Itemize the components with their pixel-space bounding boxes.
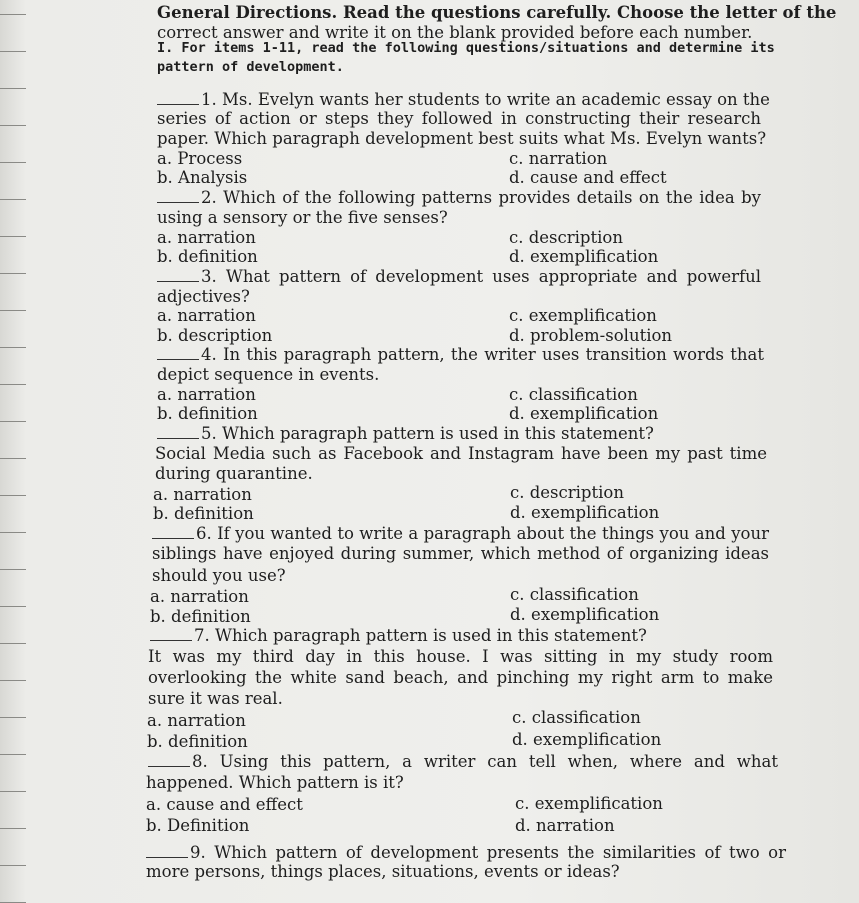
question-6-option-a: a. narration xyxy=(150,587,249,606)
question-3-line-1: 3. What pattern of development uses appropriate and powerful xyxy=(157,267,761,287)
question-3-option-c: c. exemplification xyxy=(509,306,657,325)
question-8-option-b: b. Definition xyxy=(146,816,250,835)
rule-line xyxy=(0,421,26,422)
question-6-option-c: c. classification xyxy=(510,585,639,604)
question-3-option-b: b. description xyxy=(157,326,273,345)
question-3-option-d: d. problem-solution xyxy=(509,326,673,345)
question-5-line-1: 5. Which paragraph pattern is used in this statement? xyxy=(157,424,654,444)
question-1-option-a: a. Process xyxy=(157,149,243,168)
question-1-option-b: b. Analysis xyxy=(157,168,248,187)
question-8-option-c: c. exemplification xyxy=(515,794,663,813)
rule-line xyxy=(0,125,26,126)
answer-blank-5[interactable] xyxy=(157,438,199,439)
question-6-line-2: siblings have enjoyed during summer, which method of organizing ideas xyxy=(152,544,769,563)
question-9-line-2: more persons, things places, situations, events or ideas? xyxy=(146,862,620,881)
answer-blank-3[interactable] xyxy=(157,281,199,282)
question-1-line-3: paper. Which paragraph development best suits what Ms. Evelyn wants? xyxy=(157,129,767,148)
answer-blank-1[interactable] xyxy=(157,104,199,105)
rule-line xyxy=(0,828,26,829)
question-4-option-a: a. narration xyxy=(157,385,256,404)
question-2-line-2: using a sensory or the five senses? xyxy=(157,208,448,227)
rule-line xyxy=(0,754,26,755)
question-6-option-b: b. definition xyxy=(150,607,251,626)
question-1-line-2: series of action or steps they followed in constructing their research xyxy=(157,109,761,128)
rule-line xyxy=(0,606,26,607)
question-2-option-a: a. narration xyxy=(157,228,256,247)
question-7-option-c: c. classification xyxy=(512,708,641,727)
question-1-option-d: d. cause and effect xyxy=(509,168,667,187)
rule-line xyxy=(0,791,26,792)
rule-line xyxy=(0,162,26,163)
question-9-line-1: 9. Which pattern of development presents the similarities of two or xyxy=(146,843,786,863)
question-2-option-b: b. definition xyxy=(157,247,258,266)
question-5-option-a: a. narration xyxy=(153,485,252,504)
question-8-option-d: d. narration xyxy=(515,816,615,835)
question-4-line-1: 4. In this paragraph pattern, the writer uses transition words that xyxy=(157,345,764,365)
question-2-line-1: 2. Which of the following patterns provides details on the idea by xyxy=(157,188,761,208)
question-4-line-2: depict sequence in events. xyxy=(157,365,380,384)
rule-line xyxy=(0,643,26,644)
question-7-line-1: 7. Which paragraph pattern is used in this statement? xyxy=(150,626,647,646)
rule-line xyxy=(0,236,26,237)
answer-blank-4[interactable] xyxy=(157,359,199,360)
answer-blank-2[interactable] xyxy=(157,202,199,203)
rule-line xyxy=(0,569,26,570)
question-6-line-1: 6. If you wanted to write a paragraph about the things you and your xyxy=(152,524,769,544)
rule-line xyxy=(0,347,26,348)
question-5-option-c: c. description xyxy=(510,483,624,502)
question-5-option-b: b. definition xyxy=(153,504,254,523)
general-directions-line-2: correct answer and write it on the blank provided before each number. xyxy=(157,23,753,42)
rule-line xyxy=(0,717,26,718)
rule-line xyxy=(0,495,26,496)
part-one-instruction-line-1: I. For items 1-11, read the following questions/situations and determine its xyxy=(157,40,775,56)
question-4-option-c: c. classification xyxy=(509,385,638,404)
question-4-option-b: b. definition xyxy=(157,404,258,423)
rule-line xyxy=(0,273,26,274)
rule-line xyxy=(0,88,26,89)
question-8-option-a: a. cause and effect xyxy=(146,795,303,814)
rule-line xyxy=(0,310,26,311)
question-5-line-2: Social Media such as Facebook and Instagram have been my past time xyxy=(155,444,767,463)
rule-line xyxy=(0,199,26,200)
question-2-option-d: d. exemplification xyxy=(509,247,659,266)
rule-line xyxy=(0,680,26,681)
question-3-line-2: adjectives? xyxy=(157,287,250,306)
question-8-line-2: happened. Which pattern is it? xyxy=(146,773,404,792)
rule-line xyxy=(0,458,26,459)
question-2-option-c: c. description xyxy=(509,228,623,247)
question-3-option-a: a. narration xyxy=(157,306,256,325)
question-7-line-4: sure it was real. xyxy=(148,689,283,708)
question-8-line-1: 8. Using this pattern, a writer can tell when, where and what xyxy=(148,752,778,772)
answer-blank-9[interactable] xyxy=(146,857,188,858)
rule-line xyxy=(0,865,26,866)
rule-line xyxy=(0,51,26,52)
question-6-option-d: d. exemplification xyxy=(510,605,660,624)
question-7-line-2: It was my third day in this house. I was sitting in my study room xyxy=(148,647,773,666)
question-1-option-c: c. narration xyxy=(509,149,608,168)
question-6-line-3: should you use? xyxy=(152,566,286,585)
rule-line xyxy=(0,384,26,385)
question-7-option-d: d. exemplification xyxy=(512,730,662,749)
answer-blank-8[interactable] xyxy=(148,766,190,767)
part-one-instruction-line-2: pattern of development. xyxy=(157,59,344,75)
rule-line xyxy=(0,532,26,533)
question-5-line-3: during quarantine. xyxy=(155,464,313,483)
question-7-option-b: b. definition xyxy=(147,732,248,751)
notebook-rule-lines xyxy=(0,0,30,903)
question-5-option-d: d. exemplification xyxy=(510,503,660,522)
question-7-line-3: overlooking the white sand beach, and pinching my right arm to make xyxy=(148,668,773,687)
question-1-line-1: 1. Ms. Evelyn wants her students to write an academic essay on the xyxy=(157,90,761,110)
general-directions-line-1: General Directions. Read the questions carefully. Choose the letter of the xyxy=(157,3,837,22)
answer-blank-6[interactable] xyxy=(152,538,194,539)
rule-line xyxy=(0,14,26,15)
question-4-option-d: d. exemplification xyxy=(509,404,659,423)
question-7-option-a: a. narration xyxy=(147,711,246,730)
answer-blank-7[interactable] xyxy=(150,640,192,641)
